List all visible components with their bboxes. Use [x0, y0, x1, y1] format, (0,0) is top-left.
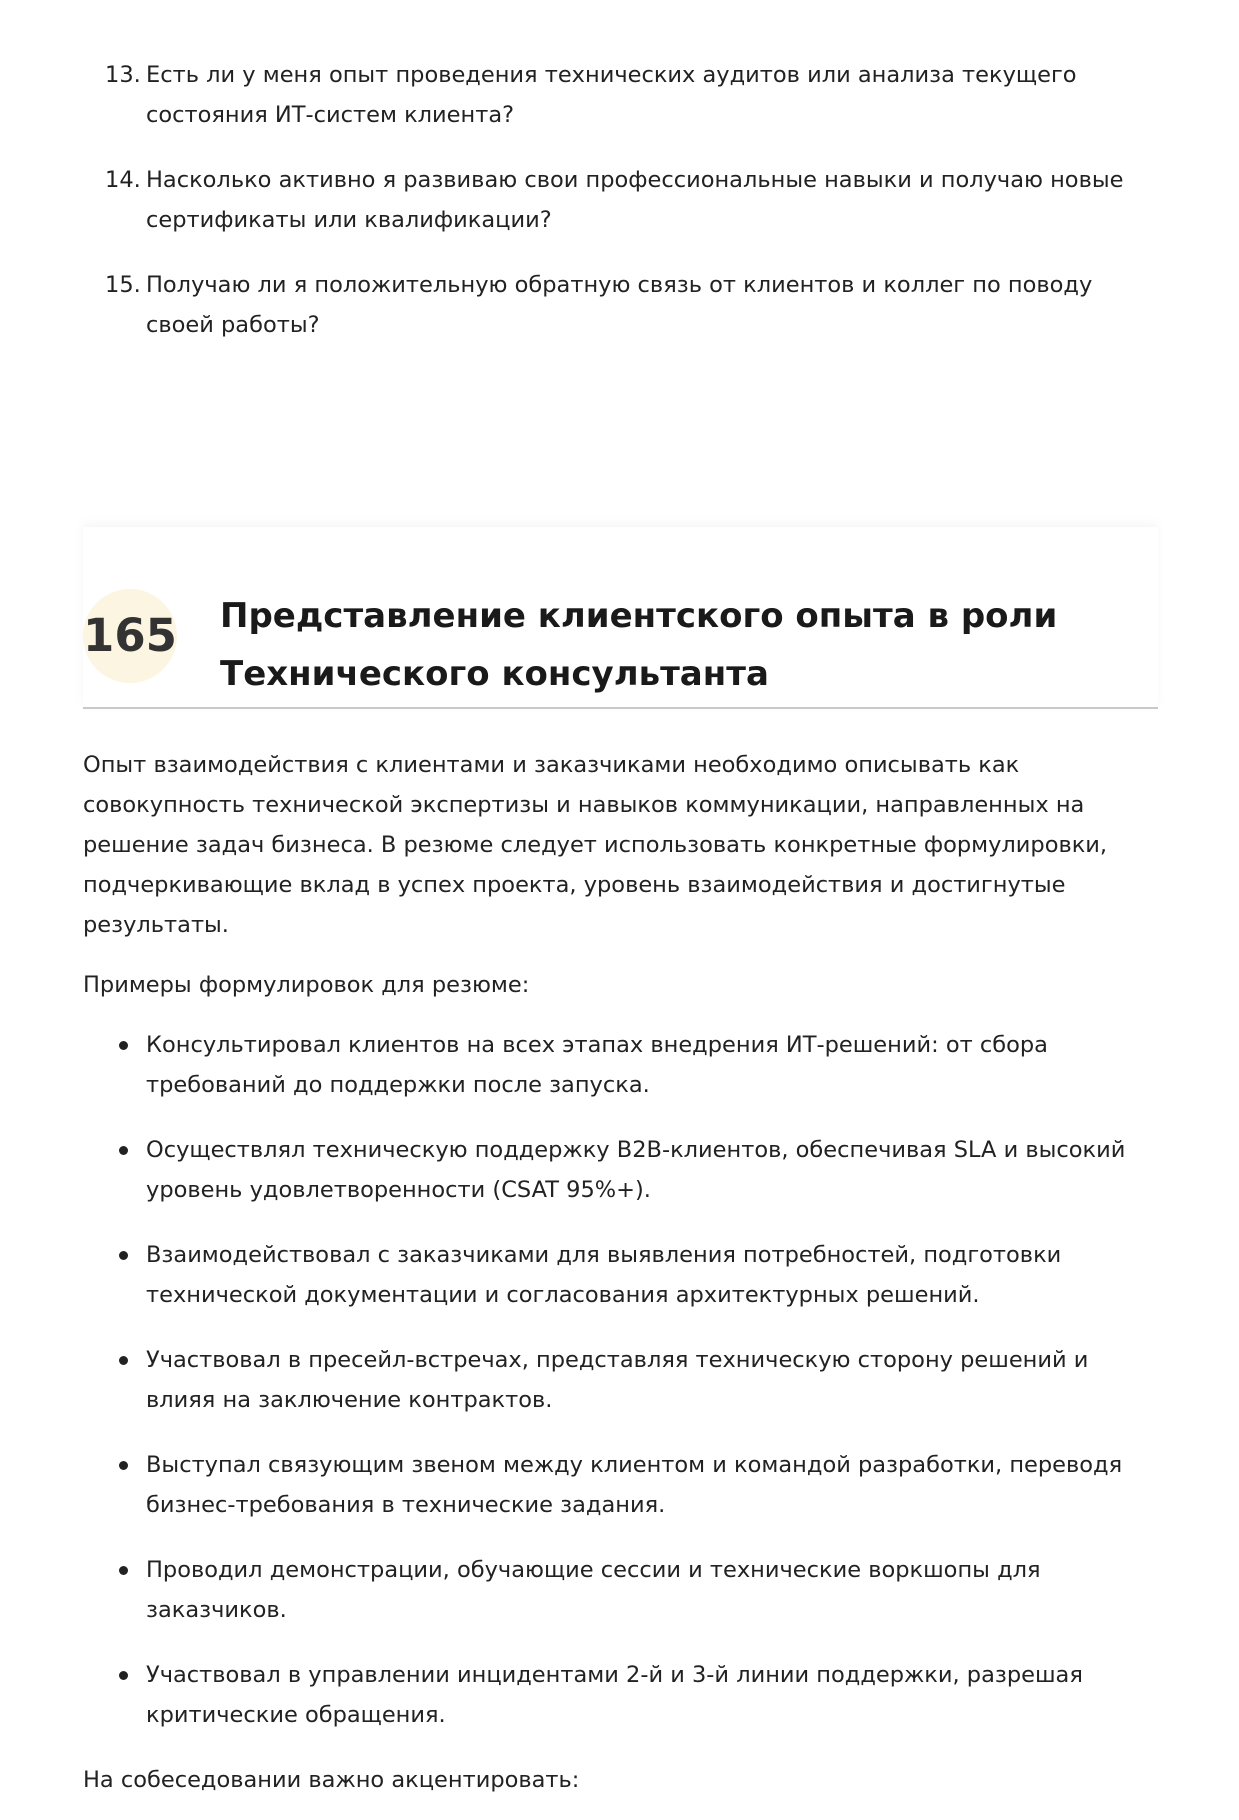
bullet-text: Взаимодействовал с заказчиками для выявления потребностей, подготовки технической документации и согласования архитектурных решений. [146, 1242, 1062, 1308]
bullet-text: Осуществлял техническую поддержку B2B-клиентов, обеспечивая SLA и высокий уровень удовлетворенности (CSAT 95%+). [146, 1137, 1126, 1203]
bullet-text: Проводил демонстрации, обучающие сессии и технические воркшопы для заказчиков. [146, 1557, 1041, 1623]
section-title: Представление клиентского опыта в роли Технического консультанта [220, 596, 1058, 694]
bullet-dot-icon [119, 1356, 128, 1365]
bullet-item [83, 1445, 1158, 1525]
section-number-badge: 165 [83, 589, 177, 683]
bullet-item [83, 1550, 1158, 1630]
list-item-number: 14. [105, 167, 141, 193]
resume-examples-list [83, 1025, 1158, 1735]
bullet-text: Участвовал в управлении инцидентами 2-й и 3-й линии поддержки, разрешая критические обращения. [146, 1662, 1083, 1728]
bullet-dot-icon [119, 1251, 128, 1260]
bullet-text: Участвовал в пресейл-встречах, представляя техническую сторону решений и влияя на заключение контрактов. [146, 1347, 1089, 1413]
list-item-text: Насколько активно я развиваю свои профессиональные навыки и получаю новые сертификаты или квалификации? [146, 167, 1124, 233]
bullet-dot-icon [119, 1041, 128, 1050]
question-list [83, 55, 1158, 345]
list-item [83, 55, 1158, 135]
closing-line: На собеседовании важно акцентировать: [83, 1767, 580, 1793]
list-item-text: Получаю ли я положительную обратную связь от клиентов и коллег по поводу своей работы? [146, 272, 1093, 338]
bullet-dot-icon [119, 1461, 128, 1470]
section-content [83, 745, 1158, 1820]
bullet-item [83, 1130, 1158, 1210]
bullet-dot-icon [119, 1671, 128, 1680]
intro-paragraph: Опыт взаимодействия с клиентами и заказчиками необходимо описывать как совокупность технической экспертизы и навыков коммуникации, направленных на решение задач бизнеса. В резюме следует использовать конкретные формулировки, подчеркивающие вклад в успех проекта, уровень взаимодействия и достигнутые результаты. [83, 752, 1108, 938]
bullet-item [83, 1235, 1158, 1315]
list-item-text: Есть ли у меня опыт проведения технических аудитов или анализа текущего состояния ИТ-систем клиента? [146, 62, 1077, 128]
bullet-item [83, 1340, 1158, 1420]
bullet-item [83, 1655, 1158, 1735]
bullet-text: Консультировал клиентов на всех этапах внедрения ИТ-решений: от сбора требований до поддержки после запуска. [146, 1032, 1048, 1098]
list-item-number: 13. [105, 62, 141, 88]
bullet-item [83, 1025, 1158, 1105]
list-item [83, 160, 1158, 240]
list-item [83, 265, 1158, 345]
document-page [83, 55, 1158, 1793]
bullet-dot-icon [119, 1566, 128, 1575]
examples-heading: Примеры формулировок для резюме: [83, 972, 530, 998]
bullet-text: Выступал связующим звеном между клиентом и командой разработки, переводя бизнес-требования в технические задания. [146, 1452, 1123, 1518]
list-item-number: 15. [105, 272, 141, 298]
bullet-dot-icon [119, 1146, 128, 1155]
section-header [83, 527, 1158, 709]
